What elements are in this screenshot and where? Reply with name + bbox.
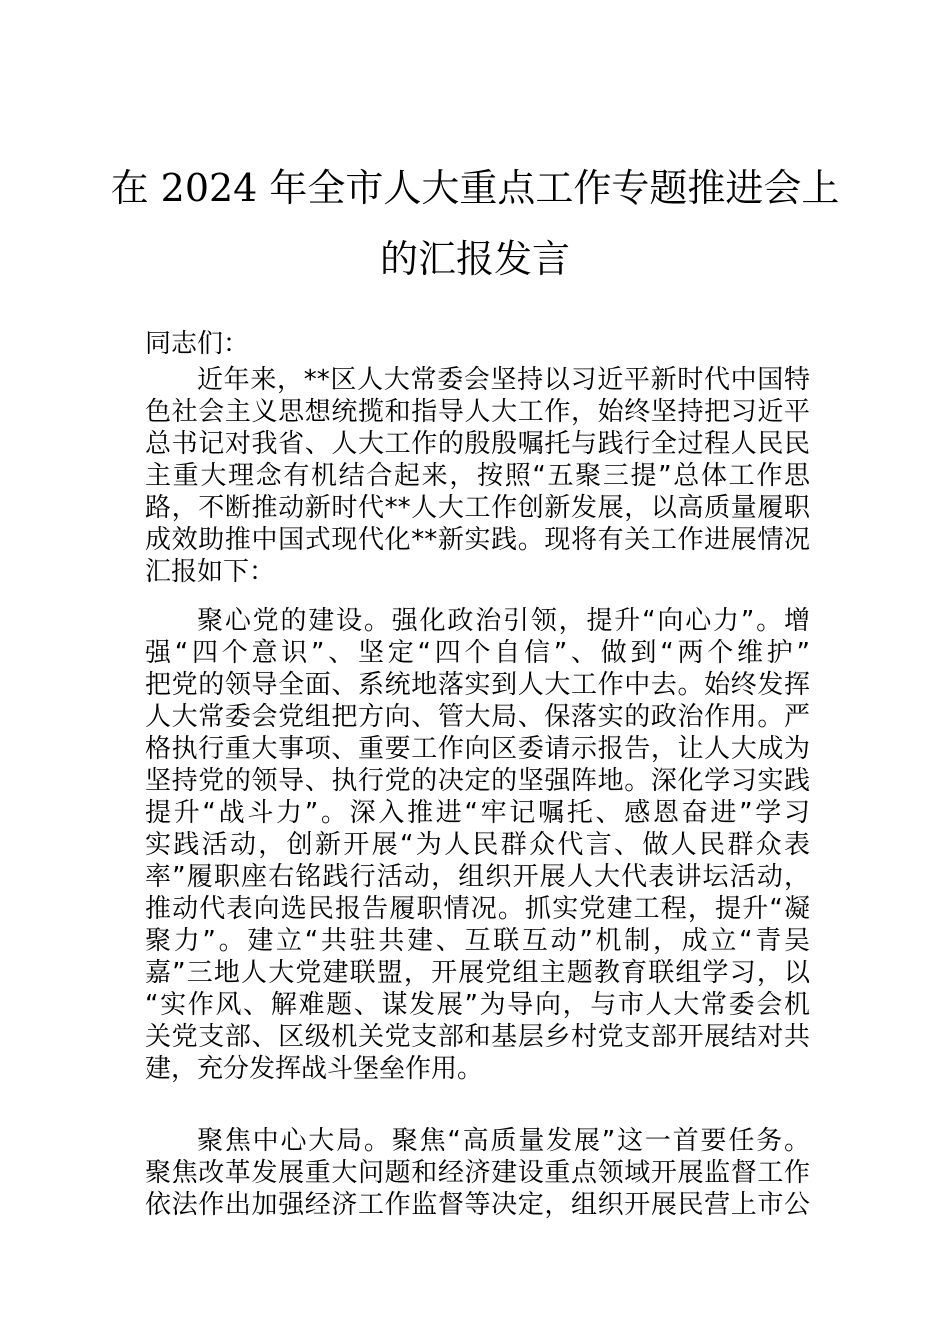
text-line: 总书记对我省、人大工作的殷殷嘱托与践行全过程人民民 [145,429,810,459]
text-line: 坚持党的领导、执行党的决定的坚强阵地。深化学习实践 [145,766,810,796]
text-line: “实作风、解难题、谋发展”为导向，与市人大常委会机 [145,990,810,1020]
text-line: 率”履职座右铭践行活动，组织开展人大代表讲坛活动， [145,862,810,892]
text-line: 主重大理念有机结合起来，按照“五聚三提”总体工作思 [145,461,810,491]
document-title-line-1: 在 2024 年全市人大重点工作专题推进会上 [110,166,840,210]
text-line: 强“四个意识”、坚定“四个自信”、做到“两个维护” [145,638,810,668]
text-line: 人大常委会党组把方向、管大局、保落实的政治作用。严 [145,702,810,732]
text-line: 成效助推中国式现代化**新实践。现将有关工作进展情况 [145,525,810,555]
text-line: 推动代表向选民报告履职情况。抓实党建工程，提升“凝 [145,894,810,924]
text-line: 格执行重大事项、重要工作向区委请示报告，让人大成为 [145,734,810,764]
text-line: 汇报如下： [145,557,276,587]
text-line: 建，充分发挥战斗堡垒作用。 [145,1054,484,1084]
salutation-text: 同志们： [145,329,250,359]
text-line: 路，不断推动新时代**人大工作创新发展，以高质量履职 [145,493,810,523]
salutation [145,328,810,360]
paragraph-intro [145,364,810,588]
text-line: 依法作出加强经济工作监督等决定，组织开展民营上市公 [145,1190,810,1220]
text-line: 嘉”三地人大党建联盟，开展党组主题教育联组学习，以 [145,958,810,988]
document-title-line-2: 的汇报发言 [379,237,570,281]
text-line: 聚焦中心大局。聚焦“高质量发展”这一首要任务。 [197,1126,810,1156]
text-line: 聚力”。建立“共驻共建、互联互动”机制，成立“青吴 [145,926,810,956]
paragraph-central-tasks [145,1125,810,1221]
text-line: 聚心党的建设。强化政治引领，提升“向心力”。增 [197,606,810,636]
paragraph-party-building [145,605,810,1085]
text-line: 近年来，**区人大常委会坚持以习近平新时代中国特 [197,365,810,395]
text-line: 实践活动，创新开展“为人民群众代言、做人民群众表 [145,830,810,860]
text-line: 聚焦改革发展重大问题和经济建设重点领域开展监督工作 [145,1158,810,1188]
text-line: 色社会主义思想统揽和指导人大工作，始终坚持把习近平 [145,397,810,427]
text-line: 关党支部、区级机关党支部和基层乡村党支部开展结对共 [145,1022,810,1052]
text-line: 提升“战斗力”。深入推进“牢记嘱托、感恩奋进”学习 [145,798,810,828]
text-line: 把党的领导全面、系统地落实到人大工作中去。始终发挥 [145,670,810,700]
